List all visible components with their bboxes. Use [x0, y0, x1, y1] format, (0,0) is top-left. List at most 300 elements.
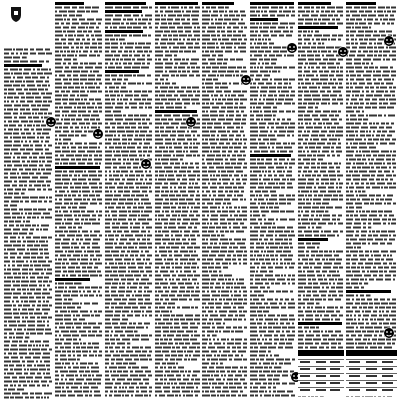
text-word — [217, 211, 221, 213]
text-word — [84, 383, 87, 385]
text-word — [194, 299, 200, 301]
text-word — [120, 99, 122, 101]
text-word — [88, 375, 91, 377]
text-word — [29, 181, 36, 183]
text-word — [140, 359, 148, 361]
text-word — [37, 317, 40, 319]
text-word — [270, 239, 273, 241]
text-word — [146, 139, 152, 141]
text-word — [13, 85, 20, 87]
text-word — [209, 167, 214, 169]
text-word — [19, 381, 26, 383]
text-word — [29, 313, 33, 315]
text-word — [346, 63, 352, 65]
text-word — [267, 203, 274, 205]
text-word — [55, 135, 57, 137]
text-word — [218, 255, 225, 257]
text-word — [160, 343, 167, 345]
text-word — [155, 211, 160, 213]
text-word — [4, 61, 11, 63]
text-word — [162, 187, 168, 189]
text-word — [134, 291, 136, 293]
text-word — [350, 199, 356, 201]
text-word — [4, 141, 12, 143]
text-word — [329, 59, 336, 61]
text-word — [308, 227, 310, 229]
text-word — [338, 39, 341, 41]
text-word — [73, 347, 75, 349]
text-word — [392, 163, 396, 165]
text-word — [140, 347, 143, 349]
text-word — [217, 235, 220, 237]
text-word — [250, 215, 252, 217]
text-word — [105, 203, 110, 205]
heading-bar — [298, 238, 328, 241]
text-word — [63, 307, 66, 309]
text-word — [258, 39, 261, 41]
text-word — [105, 115, 113, 117]
text-word — [171, 383, 173, 385]
text-word — [114, 327, 120, 329]
text-word — [314, 235, 319, 237]
text-word — [118, 51, 122, 53]
text-word — [236, 135, 241, 137]
text-word — [243, 219, 247, 221]
text-word — [55, 299, 62, 301]
text-word — [328, 339, 335, 341]
text-word — [97, 383, 101, 385]
text-word — [45, 333, 52, 335]
text-word — [38, 301, 41, 303]
text-column-3 — [105, 0, 153, 400]
text-word — [65, 287, 67, 289]
text-word — [355, 67, 362, 69]
text-word — [381, 187, 383, 189]
text-word — [220, 223, 227, 225]
text-word — [126, 291, 132, 293]
text-word — [187, 247, 193, 249]
text-word — [21, 141, 23, 143]
text-word — [105, 131, 108, 133]
text-word — [81, 99, 83, 101]
text-word — [266, 307, 270, 309]
text-word — [256, 271, 258, 273]
text-word — [13, 337, 15, 339]
text-word — [91, 187, 98, 189]
text-word — [124, 263, 126, 265]
text-word — [390, 151, 392, 153]
text-word — [37, 305, 41, 307]
text-word — [383, 163, 385, 165]
text-word — [133, 27, 141, 29]
text-word — [298, 187, 305, 189]
text-word — [178, 227, 186, 229]
text-word — [160, 271, 168, 273]
text-word — [237, 155, 242, 157]
text-word — [55, 103, 61, 105]
text-word — [268, 175, 272, 177]
text-word — [63, 259, 67, 261]
text-word — [327, 7, 335, 9]
text-word — [331, 343, 337, 345]
text-word — [256, 75, 262, 77]
text-word — [89, 351, 91, 353]
text-word — [176, 363, 178, 365]
text-word — [233, 223, 238, 225]
text-word — [155, 95, 158, 97]
text-word — [168, 175, 174, 177]
text-word — [174, 327, 180, 329]
text-word — [212, 107, 219, 109]
text-word — [81, 223, 83, 225]
text-word — [207, 163, 212, 165]
text-word — [359, 143, 366, 145]
text-word — [64, 71, 72, 73]
text-word — [211, 291, 216, 293]
text-word — [29, 353, 34, 355]
text-word — [149, 147, 152, 149]
text-word — [309, 263, 315, 265]
text-word — [309, 219, 313, 221]
text-word — [4, 305, 12, 307]
text-word — [4, 341, 10, 343]
text-word — [105, 351, 108, 353]
text-word — [298, 179, 306, 181]
text-word — [35, 149, 43, 151]
text-word — [160, 127, 164, 129]
text-word — [155, 99, 160, 101]
text-word — [86, 35, 89, 37]
text-word — [236, 127, 240, 129]
text-word — [68, 195, 71, 197]
text-word — [136, 175, 140, 177]
text-word — [75, 143, 82, 145]
text-word — [84, 295, 88, 297]
text-word — [26, 97, 34, 99]
text-word — [163, 151, 168, 153]
text-word — [275, 231, 283, 233]
text-word — [202, 371, 206, 373]
text-word — [324, 127, 326, 129]
text-word — [118, 391, 126, 393]
text-word — [317, 163, 320, 165]
text-word — [298, 347, 303, 349]
text-word — [161, 219, 168, 221]
text-word — [22, 57, 27, 59]
text-word — [313, 287, 320, 289]
text-word — [298, 339, 303, 341]
text-word — [111, 47, 118, 49]
text-word — [250, 151, 252, 153]
text-word — [195, 395, 198, 397]
text-word — [185, 315, 193, 317]
text-word — [308, 283, 312, 285]
text-word — [46, 157, 52, 159]
text-word — [105, 235, 107, 237]
text-word — [55, 15, 62, 17]
text-word — [298, 59, 306, 61]
text-word — [141, 335, 148, 337]
text-word — [65, 363, 70, 365]
text-word — [37, 373, 41, 375]
text-word — [149, 335, 152, 337]
text-word — [155, 267, 159, 269]
text-word — [88, 383, 96, 385]
text-word — [114, 35, 120, 37]
text-word — [346, 155, 353, 157]
text-word — [55, 7, 62, 9]
text-word — [243, 135, 245, 137]
text-word — [346, 35, 349, 37]
text-word — [188, 227, 192, 229]
text-word — [236, 59, 243, 61]
text-word — [75, 219, 79, 221]
text-word — [263, 107, 271, 109]
text-word — [130, 99, 132, 101]
text-word — [274, 159, 277, 161]
text-word — [207, 359, 210, 361]
text-word — [41, 273, 44, 275]
text-word — [336, 131, 343, 133]
text-word — [346, 67, 354, 69]
text-word — [316, 39, 320, 41]
text-word — [113, 19, 121, 21]
text-word — [214, 343, 221, 345]
text-word — [71, 243, 77, 245]
text-word — [280, 211, 285, 213]
text-word — [227, 131, 230, 133]
text-word — [76, 351, 81, 353]
text-word — [105, 391, 108, 393]
text-word — [113, 271, 117, 273]
text-word — [268, 95, 273, 97]
text-word — [113, 371, 116, 373]
text-word — [108, 215, 110, 217]
text-word — [96, 375, 102, 377]
text-word — [313, 23, 319, 25]
text-word — [172, 307, 175, 309]
text-word — [88, 323, 96, 325]
text-word — [250, 107, 252, 109]
text-word — [260, 231, 266, 233]
text-word — [257, 43, 262, 45]
text-word — [226, 383, 228, 385]
text-word — [346, 163, 351, 165]
text-word — [126, 183, 133, 185]
text-word — [291, 15, 295, 17]
text-word — [361, 127, 368, 129]
text-word — [373, 123, 375, 125]
text-word — [4, 361, 11, 363]
text-word — [250, 87, 256, 89]
text-word — [244, 387, 247, 389]
text-word — [335, 207, 342, 209]
text-word — [12, 269, 20, 271]
text-word — [43, 189, 46, 191]
text-word — [12, 281, 15, 283]
text-word — [316, 211, 324, 213]
text-word — [262, 339, 264, 341]
text-word — [4, 313, 12, 315]
text-word — [202, 131, 209, 133]
text-word — [210, 131, 216, 133]
text-word — [269, 87, 276, 89]
text-word — [222, 207, 224, 209]
text-word — [223, 299, 225, 301]
text-word — [330, 79, 332, 81]
text-word — [202, 127, 206, 129]
text-word — [337, 11, 343, 13]
text-word — [71, 295, 78, 297]
text-word — [111, 295, 118, 297]
text-word — [55, 227, 57, 229]
text-word — [193, 271, 196, 273]
text-word — [111, 331, 113, 333]
text-word — [280, 151, 287, 153]
text-word — [242, 119, 246, 121]
text-word — [89, 219, 96, 221]
text-word — [64, 215, 72, 217]
text-word — [237, 243, 245, 245]
text-word — [31, 129, 34, 131]
text-word — [298, 75, 302, 77]
text-word — [14, 153, 21, 155]
text-word — [250, 339, 256, 341]
text-word — [16, 225, 19, 227]
text-word — [131, 143, 137, 145]
text-word — [207, 259, 213, 261]
text-word — [202, 327, 210, 329]
text-word — [360, 135, 365, 137]
text-word — [169, 339, 172, 341]
text-word — [105, 191, 109, 193]
text-word — [125, 119, 133, 121]
text-word — [320, 15, 327, 17]
text-word — [280, 263, 283, 265]
text-word — [369, 171, 376, 173]
text-word — [315, 315, 319, 317]
text-word — [273, 115, 276, 117]
text-word — [160, 379, 163, 381]
text-word — [250, 227, 252, 229]
text-word — [250, 51, 257, 53]
text-word — [250, 367, 254, 369]
text-word — [383, 195, 385, 197]
text-word — [256, 107, 261, 109]
text-word — [291, 143, 295, 145]
text-word — [108, 67, 115, 69]
text-word — [175, 63, 178, 65]
text-word — [128, 115, 133, 117]
text-word — [168, 343, 173, 345]
text-word — [109, 239, 114, 241]
text-word — [380, 19, 382, 21]
text-word — [161, 311, 169, 313]
text-word — [71, 263, 78, 265]
text-word — [363, 155, 365, 157]
text-word — [259, 135, 267, 137]
text-word — [387, 183, 392, 185]
text-word — [155, 179, 157, 181]
text-word — [305, 19, 313, 21]
text-word — [274, 375, 280, 377]
text-word — [346, 115, 348, 117]
text-word — [17, 257, 21, 259]
text-word — [78, 151, 85, 153]
text-word — [129, 387, 134, 389]
text-word — [336, 147, 341, 149]
text-word — [123, 163, 125, 165]
text-word — [162, 83, 164, 85]
text-word — [26, 333, 29, 335]
text-word — [240, 199, 243, 201]
text-word — [129, 363, 136, 365]
text-word — [268, 315, 275, 317]
text-word — [346, 11, 349, 13]
text-word — [292, 135, 294, 137]
text-word — [257, 267, 259, 269]
text-word — [4, 373, 6, 375]
text-word — [269, 43, 274, 45]
text-word — [125, 331, 133, 333]
text-word — [163, 203, 169, 205]
text-word — [202, 379, 207, 381]
text-word — [362, 159, 366, 161]
text-word — [222, 147, 228, 149]
text-word — [232, 179, 234, 181]
text-word — [155, 187, 160, 189]
text-word — [264, 55, 267, 57]
text-word — [117, 95, 120, 97]
text-word — [58, 259, 62, 261]
text-word — [42, 121, 44, 123]
text-word — [193, 171, 200, 173]
text-word — [36, 49, 43, 51]
text-word — [118, 143, 121, 145]
text-word — [212, 335, 217, 337]
text-word — [183, 151, 185, 153]
text-word — [318, 187, 326, 189]
text-word — [63, 27, 69, 29]
text-word — [310, 267, 312, 269]
text-word — [114, 135, 116, 137]
text-word — [227, 27, 231, 29]
text-word — [216, 103, 223, 105]
text-word — [72, 351, 75, 353]
text-word — [19, 69, 22, 71]
text-word — [136, 387, 139, 389]
text-word — [12, 169, 17, 171]
text-word — [221, 355, 227, 357]
text-word — [124, 79, 128, 81]
text-word — [70, 95, 75, 97]
text-word — [174, 339, 182, 341]
text-word — [298, 291, 305, 293]
text-word — [278, 27, 285, 29]
text-word — [18, 385, 21, 387]
text-word — [131, 127, 136, 129]
text-word — [145, 371, 151, 373]
text-word — [202, 107, 210, 109]
text-word — [155, 159, 157, 161]
text-word — [222, 83, 227, 85]
text-word — [46, 93, 52, 95]
text-word — [339, 187, 342, 189]
text-word — [135, 183, 142, 185]
text-word — [255, 283, 263, 285]
text-word — [17, 217, 22, 219]
text-word — [264, 223, 272, 225]
